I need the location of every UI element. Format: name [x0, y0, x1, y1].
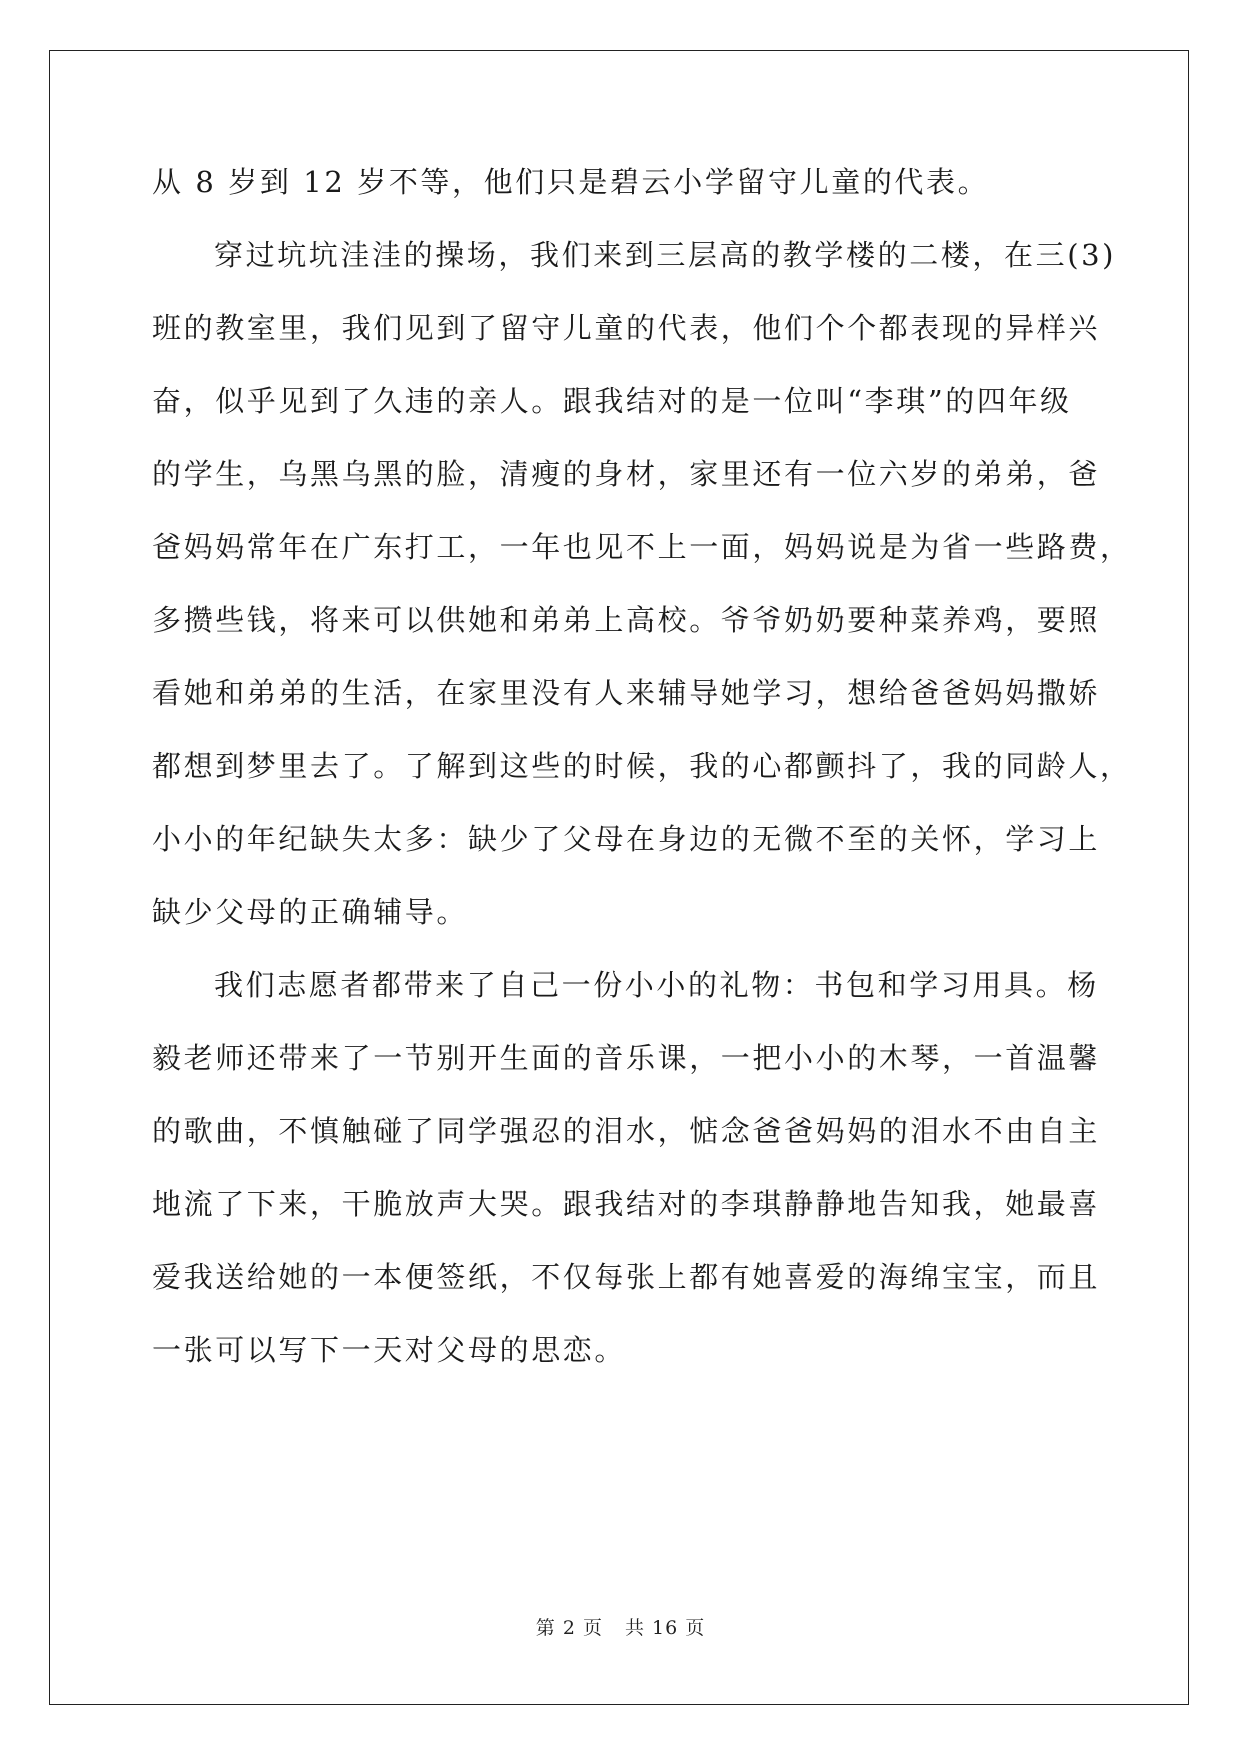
text-line: 班的教室里，我们见到了留守儿童的代表，他们个个都表现的异样兴 — [152, 311, 1101, 345]
text-line: 地流了下来，干脆放声大哭。跟我结对的李琪静静地告知我，她最喜 — [152, 1187, 1101, 1221]
text-line: 的歌曲，不慎触碰了同学强忍的泪水，惦念爸爸妈妈的泪水不由自主 — [152, 1114, 1101, 1148]
page-number: 第 2 页 — [535, 1617, 603, 1639]
page-total: 共 16 页 — [624, 1617, 706, 1639]
text-line: 都想到梦里去了。了解到这些的时候，我的心都颤抖了，我的同龄人， — [152, 749, 1132, 783]
text-line: 看她和弟弟的生活，在家里没有人来辅导她学习，想给爸爸妈妈撒娇 — [152, 676, 1101, 710]
page-footer — [0, 1613, 1241, 1640]
text-line: 奋，似乎见到了久违的亲人。跟我结对的是一位叫“李琪”的四年级 — [152, 384, 1072, 418]
text-line: 毅老师还带来了一节别开生面的音乐课，一把小小的木琴，一首温馨 — [152, 1041, 1101, 1075]
page-border — [49, 50, 1189, 1705]
text-line: 缺少父母的正确辅导。 — [152, 895, 469, 929]
paragraph-start-line: 穿过坑坑洼洼的操场，我们来到三层高的教学楼的二楼，在三(3) — [214, 238, 1117, 272]
text-line: 多攒些钱，将来可以供她和弟弟上高校。爷爷奶奶要种菜养鸡，要照 — [152, 603, 1101, 637]
text-line: 的学生，乌黑乌黑的脸，清瘦的身材，家里还有一位六岁的弟弟，爸 — [152, 457, 1101, 491]
paragraph-start-line: 我们志愿者都带来了自己一份小小的礼物：书包和学习用具。杨 — [214, 968, 1099, 1002]
text-line: 从 8 岁到 12 岁不等，他们只是碧云小学留守儿童的代表。 — [152, 165, 990, 199]
text-line: 小小的年纪缺失太多：缺少了父母在身边的无微不至的关怀，学习上 — [152, 822, 1101, 856]
text-line: 一张可以写下一天对父母的思恋。 — [152, 1333, 627, 1367]
text-line: 爱我送给她的一本便签纸，不仅每张上都有她喜爱的海绵宝宝，而且 — [152, 1260, 1101, 1294]
text-line: 爸妈妈常年在广东打工，一年也见不上一面，妈妈说是为省一些路费， — [152, 530, 1132, 564]
